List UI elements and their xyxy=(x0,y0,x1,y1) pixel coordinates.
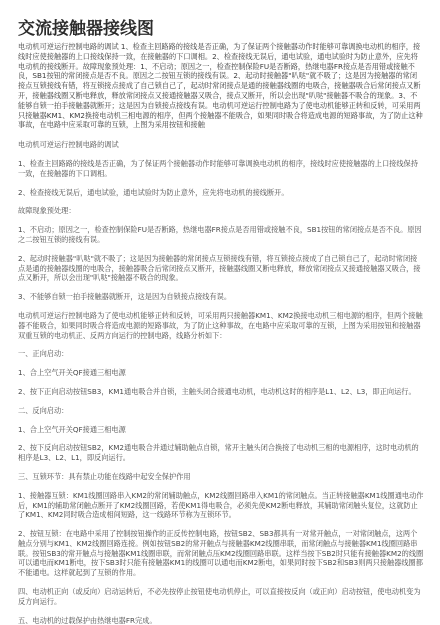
heading-reverse-start: 二、反向启动： xyxy=(18,405,69,415)
heading-interlock: 三、互锁环节：具有禁止功能在线路中起安全保护作用 xyxy=(18,471,191,481)
paragraph-fault-2: 2、起动时接触器"叭哒"就不吸了；这是因为接触器的常闭接点互锁接线有错，将互锁接点接成了自己锁自己了，起动时常闭接点是通的接触器线圈的电吸合，接触器吸合后常闭接点又断开，接触器线圈又断电释放，释放常闭接点又接通接触器又吸合，接点又断开，所以会出现"叭哒"接触器不吸合的现象。 xyxy=(18,253,421,283)
paragraph-button-interlock: 2、按钮互锁：在电路中采用了控制按钮操作的正反传控制电路，按钮SB2、SB3都具有一对常开触点，一对常闭触点，这两个触点分别与KM1、KM2线圈回路连接。例如按钮SB2的常开触点与接触器KM2线圈串联，而常闭触点与接触器KM1线圈回路串联。按钮SB3的常开触点与接触器KM1线圈串联，而常闭触点压KM2线圈回路串联。这样当按下SB2时只能有接触器KM2的线圈可以通电而KM1断电，按下SB3时只能有接触器KM1的线圈可以通电而KM2断电，如果同时按下SB2和SB3则两只接触器线圈都不能通电。这样就起到了互锁的作用。 xyxy=(18,529,424,578)
section-heading-debug: 电动机可逆运行控制电路的调试 xyxy=(18,140,119,150)
paragraph-circuit-analysis: 电动机可逆运行控制电路为了使电动机能够正转和反转，可采用两只接触器KM1、KM2换接电动机三相电源的相序，但两个接触器不能吸合，如果同时吸合将造成电源的短路事故，为了防止这种事故，在电路中应采取可靠的互锁，上图为采用按钮和接触器双重互锁的电动机正、反两方向运行的控制电路，线路分析如下： xyxy=(18,310,423,340)
paragraph-forward-1: 1、合上空气开关QF接通三相电源 xyxy=(18,368,126,378)
paragraph-power-test: 2、检查接线无误后，通电试验，通电试验时为防止意外，应先将电动机的接线断开。 xyxy=(18,187,289,197)
page-title: 交流接触器接线图 xyxy=(18,19,154,39)
intro-paragraph: 电动机可逆运行控制电路的调试 1、检查主回路路的接线是否正确，为了保证两个接触器动作时能够可靠调换电动机的相序，接线时应使接触器的上口接线保持一致，在接触器的下口调相。2、检查接线无误后，通电试验，通电试验时为防止意外，应先将电动机的接线断开。故障现象预处理：1、不启动；原因之一，检查控制保险FU是否断路，热继电器FR接点是否用错或接触不良，SB1按钮的常闭接点是否不良。原因之二按钮互锁的接线有误。2、起动时接触器"叭哒"就不吸了；这是因为接触器的常闭接点互锁接线有错，将互锁接点接成了自己锁自己了，起动时常闭接点是通的接触器线圈的电吸合，接触器吸合后常闭接点又断开，接触器线圈又断电释放，释放常闭接点又接通接触器又吸合，接点又断开，所以会出现"叭哒"接触器不吸合的现象。3、不能够自锁一拍手接触器就断开；这是因为自锁接点接线有误。电动机可逆运行控制电路为了使电动机能够正转和反转，可采用两只接触器KM1、KM2换接电动机三相电源的相序，但两个接触器不能吸合，如果同时吸合将造成电源的短路事故，为了防止这种事故，在电路中应采取可靠的互锁，上图为采用按钮和接触 xyxy=(18,42,423,130)
paragraph-forward-2: 2、按下正向启动按钮SB3，KM1通电吸合并自锁，主触头闭合接通电动机，电动机这时的相序是L1、L2、L3，即正向运行。 xyxy=(18,386,416,396)
paragraph-reverse-2: 2、按下反向启动按钮SB2，KM2通电吸合并通过辅助触点自锁，常开主触头闭合换接了电动机三相的电源相序，这时电动机的相序是L3、L2、L1，即反向运行。 xyxy=(18,443,419,463)
paragraph-fault-heading: 故障现象预处理： xyxy=(18,206,76,216)
paragraph-contactor-interlock: 1、接触器互锁：KM1线圈回路串入KM2的常闭辅助触点，KM2线圈回路串入KM1的常闭触点。当正转接触器KM1线圈通电动作后，KM1的辅助常闭触点断开了KM2线圈回路，若使KM1得电吸合，必须先使KM2断电释放，其辅助常闭触头复位，这就防止了KM1、KM2同时吸合造成相间短路，这一线路环节称为互锁环节。 xyxy=(18,490,424,520)
document-body xyxy=(18,42,424,625)
heading-forward-start: 一、正向启动： xyxy=(18,349,69,359)
paragraph-overload: 五、电动机的过载保护由热继电器FR完成。 xyxy=(18,615,157,625)
paragraph-fault-3: 3、不能够自锁一拍手接触器就断开，这是因为自锁接点接线有误。 xyxy=(18,292,232,302)
paragraph-direct-reverse: 四、电动机正向（或反向）启动运转后，不必先按停止按钮使电动机停止，可以直接按反向（或正向）启动按钮，使电动机变为反方向运行。 xyxy=(18,587,421,606)
paragraph-fault-1: 1、不启动；原因之一，检查控制保险FU是否断路，热继电器FR接点是否用错或接触不良，SB1按钮的常闭接点是否不良。原因之二按钮互锁的接线有误。 xyxy=(18,225,422,244)
paragraph-reverse-1: 1、合上空气开关QF接通三相电源 xyxy=(18,424,126,434)
paragraph-check-wiring: 1、检查主回路路的接线是否正确，为了保证两个接触器动作时能够可靠调换电动机的相序，接线时应使接触器的上口接线保持一致，在接触器的下口调相。 xyxy=(18,158,418,178)
